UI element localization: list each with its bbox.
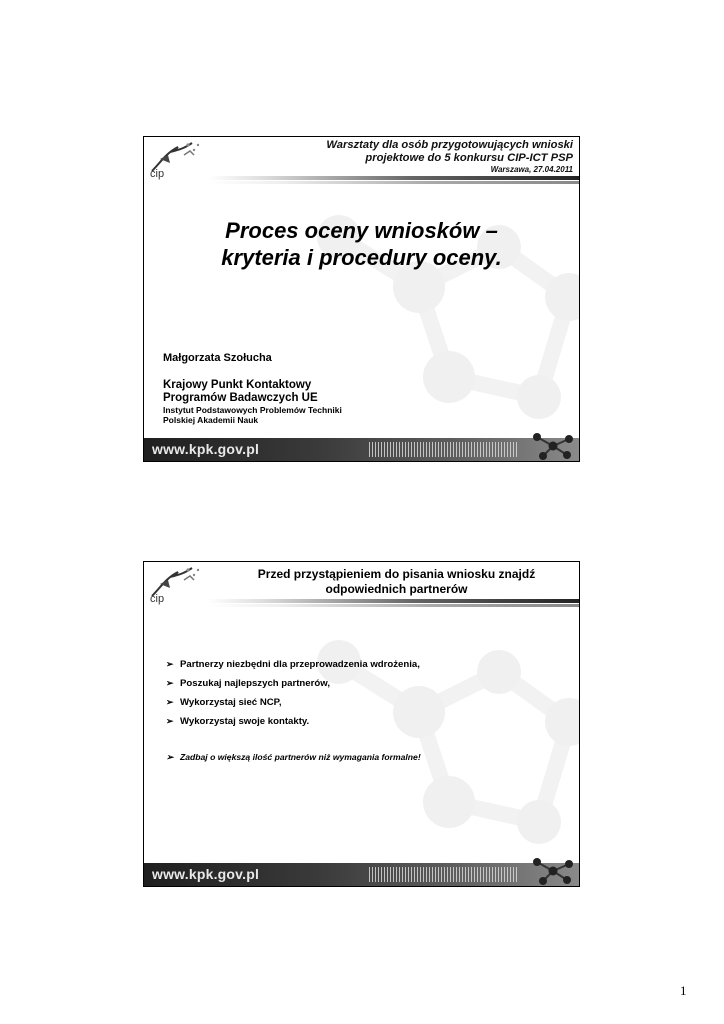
note-text: Zadbaj o większą ilość partnerów niż wymagania formalne! [180, 752, 421, 762]
bullet-text: Wykorzystaj sieć NCP, [180, 697, 282, 708]
title-line-1: Proces oceny wniosków – [225, 218, 498, 243]
list-item [166, 674, 420, 693]
workshop-header [326, 139, 573, 175]
cip-logo [148, 566, 206, 610]
slide-title [214, 567, 579, 597]
page-number: 1 [680, 983, 687, 998]
cip-logo [148, 141, 206, 185]
footer-url: www.kpk.gov.pl [152, 441, 260, 457]
slide-footer [144, 438, 579, 461]
arrow-bullet-icon: ➢ [166, 697, 174, 707]
arrow-bullet-icon: ➢ [166, 752, 174, 762]
title-line-2: kryteria i procedury oceny. [221, 245, 502, 270]
bullet-text: Wykorzystaj swoje kontakty. [180, 716, 310, 727]
logo-text: cip [150, 168, 165, 180]
bullet-list [166, 655, 420, 731]
org-line-2: Programów Badawczych UE [163, 392, 318, 404]
title-line-1: Przed przystąpieniem do pisania wniosku znajdź [257, 567, 536, 581]
header-band [208, 176, 579, 180]
logo-text: cip [150, 593, 165, 605]
slide-title [144, 217, 579, 271]
slide-2 [143, 561, 580, 887]
list-item [166, 712, 420, 731]
slide-1 [143, 136, 580, 462]
arrow-bullet-icon: ➢ [166, 716, 174, 726]
bullet-text: Poszukaj najlepszych partnerów, [180, 678, 330, 689]
molecule-icon [529, 431, 577, 461]
org-line-1: Krajowy Punkt Kontaktowy [163, 379, 312, 391]
list-item [166, 655, 420, 674]
molecule-icon [529, 856, 577, 886]
slide-footer [144, 863, 579, 886]
footer-stripes [369, 442, 519, 457]
header-band-shadow [208, 604, 579, 607]
molecule-watermark [299, 602, 580, 862]
footer-url: www.kpk.gov.pl [152, 866, 260, 882]
org-line-4: Polskiej Akademii Nauk [163, 415, 259, 425]
header-line-2: projektowe do 5 konkursu CIP-ICT PSP [365, 152, 573, 164]
arrow-bullet-icon: ➢ [166, 678, 174, 688]
title-line-2: odpowiednich partnerów [325, 582, 468, 596]
header-band [208, 599, 579, 603]
arrow-bullet-icon: ➢ [166, 659, 174, 669]
org-line-3: Instytut Podstawowych Problemów Techniki [163, 405, 342, 415]
header-line-1: Warsztaty dla osób przygotowujących wnioski [326, 139, 573, 151]
organization-block [163, 379, 342, 425]
author-name: Małgorzata Szołucha [163, 352, 272, 364]
header-date: Warszawa, 27.04.2011 [490, 165, 573, 174]
list-item [166, 693, 420, 712]
bullet-text: Partnerzy niezbędni dla przeprowadzenia wdrożenia, [180, 659, 420, 670]
partners-note [166, 752, 421, 763]
header-band-shadow [208, 181, 579, 184]
footer-stripes [369, 867, 519, 882]
